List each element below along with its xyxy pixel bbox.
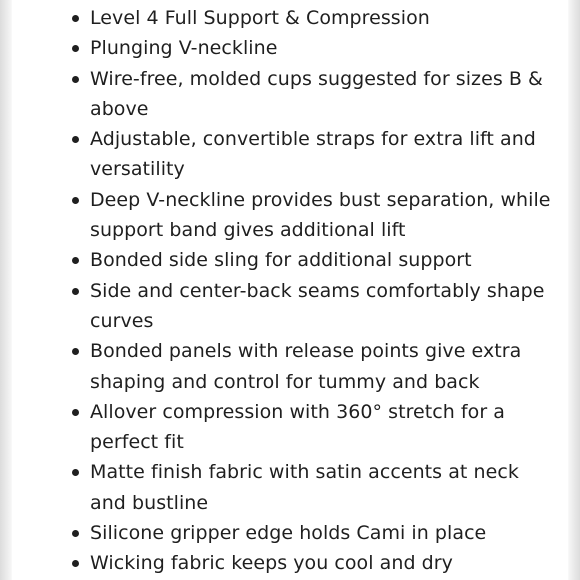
bullet-icon <box>72 257 79 264</box>
bullet-icon <box>72 530 79 537</box>
feature-text: Deep V-neckline provides bust separation, while support band gives additional lift <box>90 188 551 242</box>
feature-item <box>12 33 552 63</box>
feature-text: Wire-free, molded cups suggested for sizes B & above <box>90 67 543 120</box>
feature-item <box>12 397 552 458</box>
feature-item <box>12 185 552 246</box>
feature-text: Bonded side sling for additional support <box>90 249 472 272</box>
bullet-icon <box>72 15 79 22</box>
feature-item <box>12 245 552 275</box>
feature-item <box>12 124 552 185</box>
feature-item <box>12 276 552 337</box>
feature-item <box>12 3 552 33</box>
feature-text: Allover compression with 360° stretch for a perfect fit <box>90 400 505 454</box>
feature-item <box>12 336 552 397</box>
bullet-icon <box>72 560 79 567</box>
feature-text: Wicking fabric keeps you cool and dry <box>90 552 453 575</box>
feature-item <box>12 64 552 125</box>
feature-text: Bonded panels with release points give extra shaping and control for tummy and back <box>90 340 522 393</box>
bullet-icon <box>72 409 79 416</box>
bullet-icon <box>72 136 79 143</box>
feature-text: Plunging V-neckline <box>90 37 278 60</box>
feature-bullet-list <box>12 3 552 579</box>
feature-text: Level 4 Full Support & Compression <box>90 7 430 29</box>
feature-text: Silicone gripper edge holds Cami in place <box>90 522 487 545</box>
feature-text: Side and center-back seams comfortably shape curves <box>90 279 545 332</box>
bullet-icon <box>72 45 79 52</box>
product-description-panel <box>12 0 568 580</box>
bullet-icon <box>72 469 79 476</box>
bullet-icon <box>72 76 79 83</box>
feature-text: Matte finish fabric with satin accents at neck and bustline <box>90 461 519 514</box>
bullet-icon <box>72 197 79 204</box>
feature-text: Adjustable, convertible straps for extra lift and versatility <box>90 128 536 181</box>
feature-item <box>12 518 552 548</box>
feature-item <box>12 457 552 518</box>
bullet-icon <box>72 348 79 355</box>
feature-item <box>12 548 552 578</box>
bullet-icon <box>72 288 79 295</box>
